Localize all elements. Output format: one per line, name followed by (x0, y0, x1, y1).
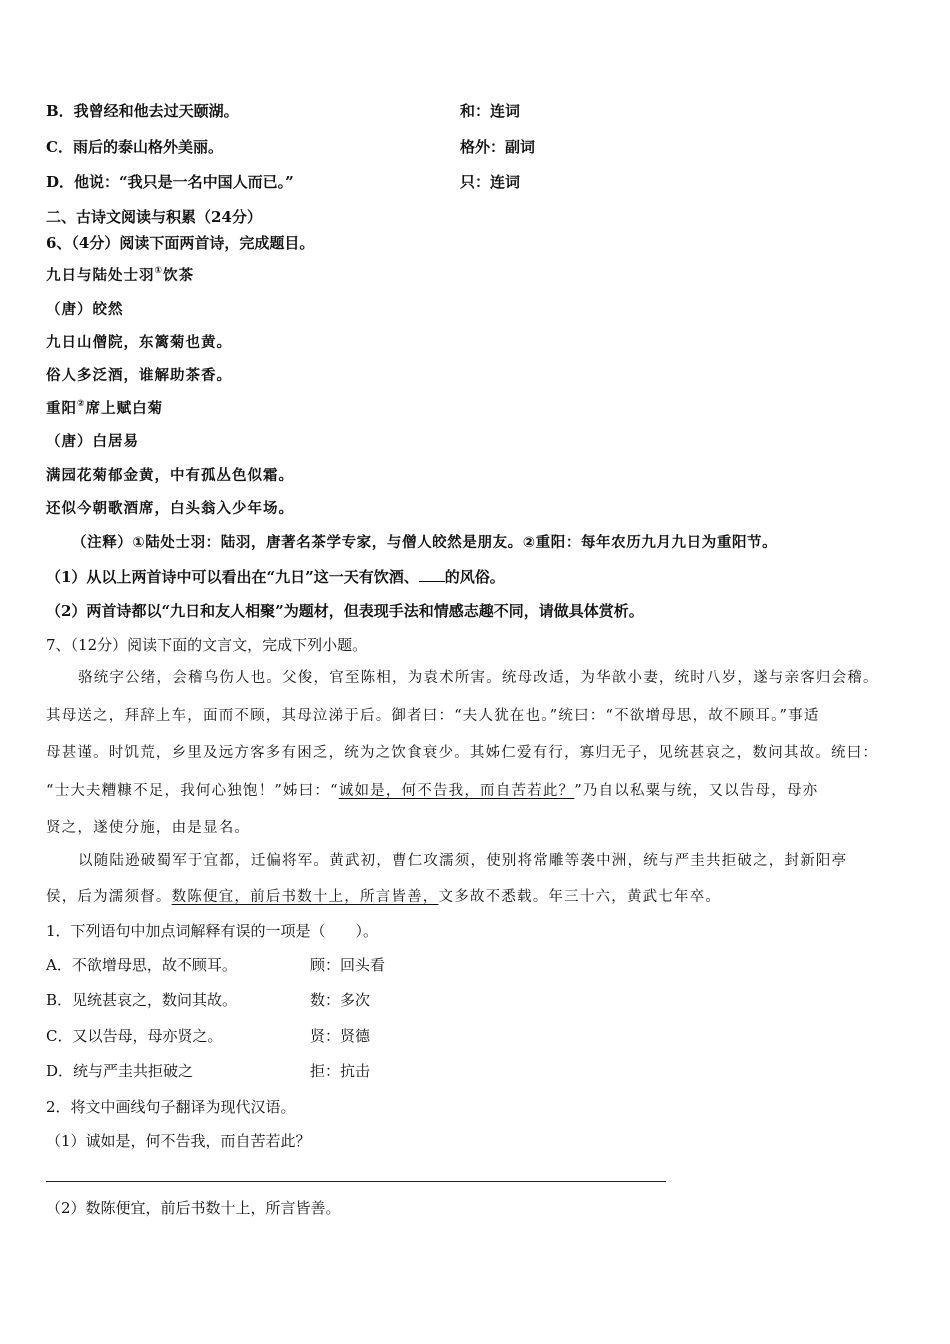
sq1-stem: 1．下列语句中加点词解释有误的一项是（ ）。 (46, 922, 379, 940)
q6-sub2: （2）两首诗都以“九日和友人相聚”为题材，但表现手法和情感志趣不同，请做具体赏析。 (46, 602, 644, 620)
q6-sub1: （1）从以上两首诗中可以看出在“九日”这一天有饮酒、 的风俗。 (46, 568, 505, 586)
sq2-item1: （1）诚如是，何不告我，而自苦若此？ (46, 1132, 311, 1150)
footnote-mark-1: ① (154, 266, 164, 277)
passage-p1-line4: “士大夫糟糠不足，我何心独饱！”姊曰：“诚如是，何不告我，而自苦若此？”乃自以私粟与统，又以告母，母亦 (46, 783, 819, 799)
section-heading: 二、古诗文阅读与积累（24分） (46, 208, 262, 226)
passage-p1-line2: 其母送之，拜辞上车，面而不顾，其母泣涕于后。御者曰：“夫人犹在也。”统曰：“不欲增母思，故不顾耳。”事适 (46, 708, 820, 724)
poem2-line1: 满园花菊郁金黄，中有孤丛色似霜。 (46, 468, 294, 484)
q6-intro: 6、（4分）阅读下面两首诗，完成题目。 (46, 234, 315, 252)
poem2-line2: 还似今朝歌酒席，白头翁入少年场。 (46, 501, 294, 517)
poem-annotation: （注释）①陆处士羽：陆羽，唐著名茶学专家，与僧人皎然是朋友。②重阳：每年农历九月九日为重阳节。 (72, 535, 778, 551)
poem1-author: （唐）皎然 (46, 302, 124, 318)
passage-p1-line1: 骆统字公绪，会稽乌伤人也。父俊，官至陈相，为袁术所害。统母改适，为华歆小妻，统时八岁，遂与亲客归会稽。 (78, 670, 879, 686)
option-d-text: D．他说：“我只是一名中国人而已。” (46, 173, 294, 191)
option-b-note: 和：连词 (460, 102, 521, 120)
option-d-note: 只：连词 (460, 173, 521, 191)
option-b-text: B．我曾经和他去过天颐湖。 (46, 102, 239, 120)
sq1-option-a-note: 顾：回头看 (310, 956, 386, 974)
underlined-sentence-1: 诚如是，何不告我，而自苦若此？ (338, 783, 575, 799)
sq1-option-d: D．统与严圭共拒破之 (46, 1062, 194, 1080)
q7-intro: 7、（12分）阅读下面的文言文，完成下列小题。 (46, 636, 368, 654)
sq1-option-a: A．不欲增母思，故不顾耳。 (46, 956, 237, 974)
poem2-author: （唐）白居易 (46, 434, 139, 450)
sq1-option-c: C．又以告母，母亦贤之。 (46, 1027, 223, 1045)
passage-p2-line2: 侯，后为濡须督。数陈便宜，前后书数十上，所言皆善，文多故不悉载。年三十六，黄武七年卒。 (46, 889, 722, 905)
underlined-sentence-2: 数陈便宜，前后书数十上，所言皆善， (171, 889, 439, 905)
sq1-option-c-note: 贤：贤德 (310, 1027, 371, 1045)
sq1-option-d-note: 拒：抗击 (310, 1062, 371, 1080)
answer-line[interactable] (46, 1181, 666, 1182)
option-c-note: 格外：副词 (460, 138, 536, 156)
footnote-mark-2: ② (77, 399, 86, 410)
passage-p2-line1: 以随陆逊破蜀军于宜都，迁偏将军。黄武初，曹仁攻濡须，使别将常雕等袭中洲，统与严圭共拒破之，封新阳亭 (78, 853, 848, 869)
poem1-line1: 九日山僧院，东篱菊也黄。 (46, 335, 232, 351)
poem1-line2: 俗人多泛酒，谁解助茶香。 (46, 368, 232, 384)
poem2-title: 重阳②席上赋白菊 (46, 399, 164, 417)
sq1-option-b: B．见统甚哀之，数问其故。 (46, 991, 238, 1009)
option-c-text: C．雨后的泰山格外美丽。 (46, 138, 223, 156)
sq1-option-b-note: 数：多次 (310, 991, 371, 1009)
sq2-stem: 2．将文中画线句子翻译为现代汉语。 (46, 1098, 296, 1116)
poem1-title: 九日与陆处士羽①饮茶 (46, 266, 195, 284)
passage-p1-line3: 母甚谨。时饥荒，乡里及远方客多有困乏，统为之饮食衰少。其姊仁爱有行，寡归无子，见统甚哀之，数问其故。统曰： (46, 745, 879, 761)
passage-p1-line5: 贤之，遂使分施，由是显名。 (46, 820, 251, 836)
answer-blank[interactable] (419, 567, 445, 582)
sq2-item2: （2）数陈便宜，前后书数十上，所言皆善。 (46, 1199, 341, 1217)
